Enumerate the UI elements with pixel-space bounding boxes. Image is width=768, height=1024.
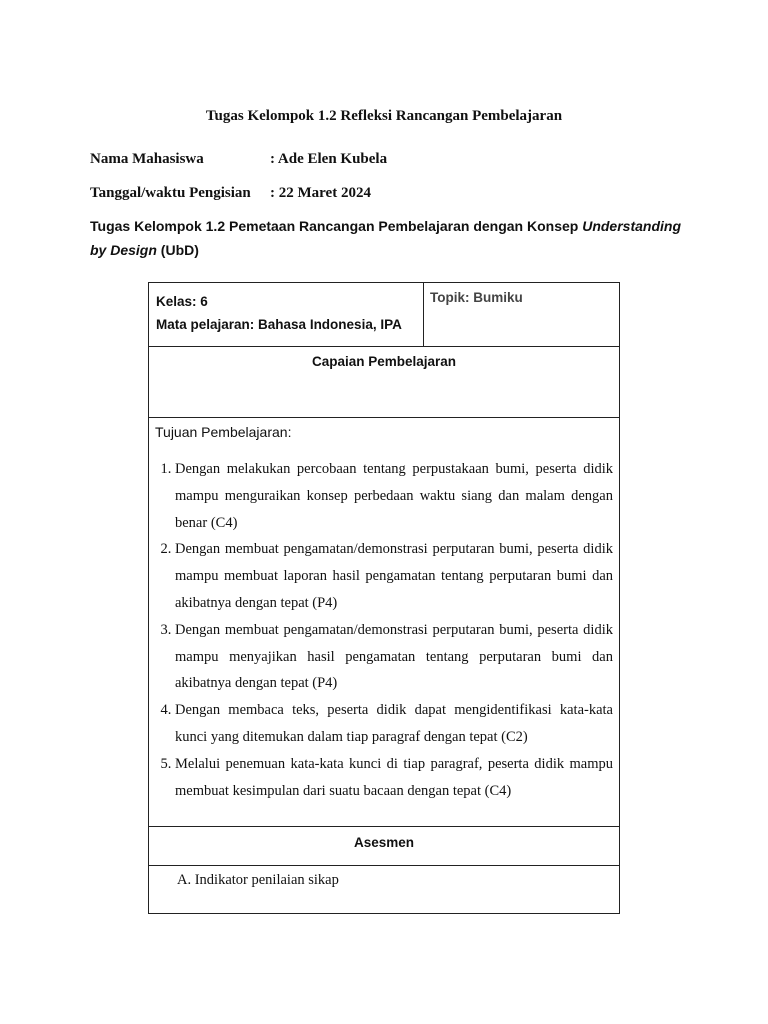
date-value: : 22 Maret 2024 (270, 185, 371, 201)
indikator-row (149, 866, 619, 913)
student-name-value: : Ade Elen Kubela (270, 151, 388, 167)
list-item: 4. Dengan membaca teks, peserta didik dapat mengidentifikasi kata-kata kunci yang ditemukan dalam tiap paragraf dengan tepat (C2) (175, 697, 613, 751)
subtitle-emphasis: Understanding by Design (90, 218, 681, 258)
section-subtitle (90, 214, 690, 262)
subtitle-text: Tugas Kelompok 1.2 Pemetaan Rancangan Pembelajaran dengan Konsep (90, 218, 583, 234)
list-item: 3. Dengan membuat pengamatan/demonstrasi perputaran bumi, peserta didik mampu menyajikan hasil pengamatan tentang perputaran bumi dan akibatnya dengan tepat (P4) (175, 617, 613, 697)
subtitle-suffix: (UbD) (156, 242, 199, 258)
class-subject-cell (149, 283, 424, 346)
document-title: Tugas Kelompok 1.2 Refleksi Rancangan Pembelajaran (205, 108, 563, 124)
class-topic-row (149, 283, 619, 347)
class-label: Kelas: 6 (156, 294, 208, 309)
date-label: Tanggal/waktu Pengisian (90, 185, 251, 201)
student-name-row (90, 151, 387, 168)
topic-label: Topik: Bumiku (430, 290, 523, 305)
asesmen-heading: Asesmen (149, 827, 619, 866)
capaian-heading: Capaian Pembelajaran (149, 347, 619, 418)
list-item: 2. Dengan membuat pengamatan/demonstrasi perputaran bumi, peserta didik mampu membuat laporan hasil pengamatan tentang perputaran bumi dan akibatnya dengan tepat (P4) (175, 536, 613, 616)
tujuan-label: Tujuan Pembelajaran: (155, 424, 292, 440)
tujuan-section (149, 418, 619, 827)
lesson-plan-table (148, 282, 620, 914)
date-row (90, 185, 371, 202)
student-name-label: Nama Mahasiswa (90, 151, 204, 167)
subject-label: Mata pelajaran: Bahasa Indonesia, IPA (156, 317, 402, 332)
list-item: 1. Dengan melakukan percobaan tentang perpustakaan bumi, peserta didik mampu menguraikan konsep perbedaan waktu siang dan malam dengan benar (C4) (175, 456, 613, 536)
topic-cell (424, 283, 619, 346)
indikator-label: A. Indikator penilaian sikap (177, 872, 339, 888)
list-item: 5. Melalui penemuan kata-kata kunci di tiap paragraf, peserta didik mampu membuat kesimpulan dari suatu bacaan dengan tepat (C4) (175, 751, 613, 805)
tujuan-list (155, 456, 613, 804)
